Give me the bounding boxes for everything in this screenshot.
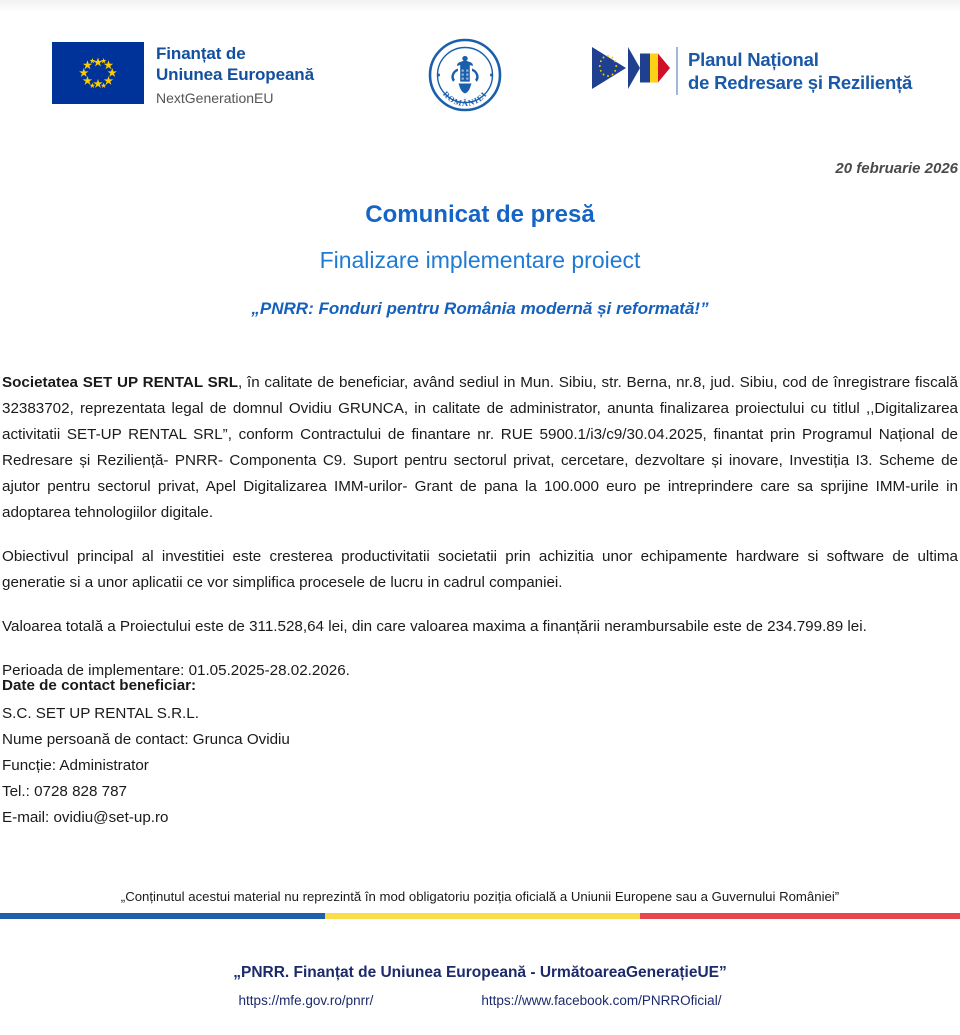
page-motto: „PNRR: Fonduri pentru România modernă și reformată!” xyxy=(251,299,709,318)
paragraph-4-period: Perioada de implementare: 01.05.2025-28.02.2026. xyxy=(2,662,350,679)
contact-role: Funcție: Administrator xyxy=(2,757,149,774)
eu-logo-line3: NextGenerationEU xyxy=(156,90,274,106)
paragraph-1 xyxy=(2,370,958,526)
pnrr-divider xyxy=(676,47,678,95)
pnrr-arrows-icon xyxy=(592,44,670,97)
contact-person: Nume persoană de contact: Grunca Ovidiu xyxy=(2,731,290,748)
page-subtitle: Finalizare implementare proiect xyxy=(319,247,641,273)
page-title: Comunicat de presă xyxy=(365,201,595,228)
contact-company: S.C. SET UP RENTAL S.R.L. xyxy=(2,705,199,722)
tricolor-segment-red xyxy=(640,913,960,919)
beneficiary-name: Societatea SET UP RENTAL SRL xyxy=(2,374,238,391)
eu-logo-text xyxy=(156,42,314,108)
eu-flag-icon xyxy=(52,42,144,104)
tricolor-segment-yellow xyxy=(325,913,640,919)
pnrr-logo xyxy=(592,44,912,97)
title-block xyxy=(0,200,960,321)
document-date: 20 februarie 2026 xyxy=(835,160,958,177)
paragraph-2: Obiectivul principal al investitiei este cresterea productivitatii societatii prin achizitia unor echipamente hardware si software de ultima generatie si a unor aplicatii ce vor simplifica procesele de lucru in cadrul companiei. xyxy=(2,548,958,591)
footer-disclaimer: „Conținutul acestui material nu reprezintă în mod obligatoriu poziția oficială a Uniunii Europene sau a Guvernului României” xyxy=(120,889,840,904)
contact-email: E-mail: ovidiu@set-up.ro xyxy=(2,809,169,826)
paragraph-3-value: Valoarea totală a Proiectului este de 311.528,64 lei, din care valoarea maxima a finanțării nerambursabile este de 234.799.89 lei. xyxy=(2,618,867,635)
eu-logo-line1: Finanțat de xyxy=(156,44,246,63)
footer-links xyxy=(0,991,960,1011)
pnrr-logo-line1: Planul Național xyxy=(688,48,819,70)
footer-title: „PNRR. Finanțat de Uniunea Europeană - UrmătoareaGenerațieUE” xyxy=(233,964,727,981)
romanian-government-seal-icon xyxy=(428,38,502,112)
tricolor-segment-blue xyxy=(0,913,325,919)
pnrr-logo-line2: de Redresare și Reziliență xyxy=(688,71,913,93)
footer-link-mfe[interactable]: https://mfe.gov.ro/pnrr/ xyxy=(238,993,374,1008)
romanian-tricolor-bar xyxy=(0,913,960,919)
header-logos xyxy=(0,30,960,122)
top-gray-band xyxy=(0,0,960,11)
contact-phone: Tel.: 0728 828 787 xyxy=(2,783,127,800)
contact-block xyxy=(2,673,602,831)
eu-funding-logo xyxy=(52,42,314,108)
svg-text:ROMÂNIEI: ROMÂNIEI xyxy=(440,89,489,109)
pnrr-logo-text xyxy=(688,48,912,94)
body-text xyxy=(2,370,958,684)
eu-logo-line2: Uniunea Europeană xyxy=(156,65,314,84)
contact-title: Date de contact beneficiar: xyxy=(2,677,197,694)
paragraph-1-rest: , în calitate de beneficiar, având sediul in Mun. Sibiu, str. Berna, nr.8, jud. Sibiu, cod de înregistrare fiscală 32383702, reprezentata legal de domnul Ovidiu GRUNCA, in calitate de administrator, anunta finalizarea proiectului cu titlul ,,Digitalizarea activitatii SET-UP RENTAL SRL”, conform Contractului de finantare nr. RUE 5900.1/i3/c9/30.04.2025, finantat prin Programul Național de Redresare și Reziliență- PNRR- Componenta C9. Suport pentru sectorul privat, cercetare, dezvoltare și inovare, Investiția I3. Scheme de ajutor pentru sectorul privat, Apel Digitalizarea IMM-urilor- Grant de pana la 100.000 euro pe intreprindere care sa sprijine IMM-urile in adoptarea tehnologiilor digitale. xyxy=(2,374,958,521)
footer-link-facebook[interactable]: https://www.facebook.com/PNRROficial/ xyxy=(481,993,722,1008)
